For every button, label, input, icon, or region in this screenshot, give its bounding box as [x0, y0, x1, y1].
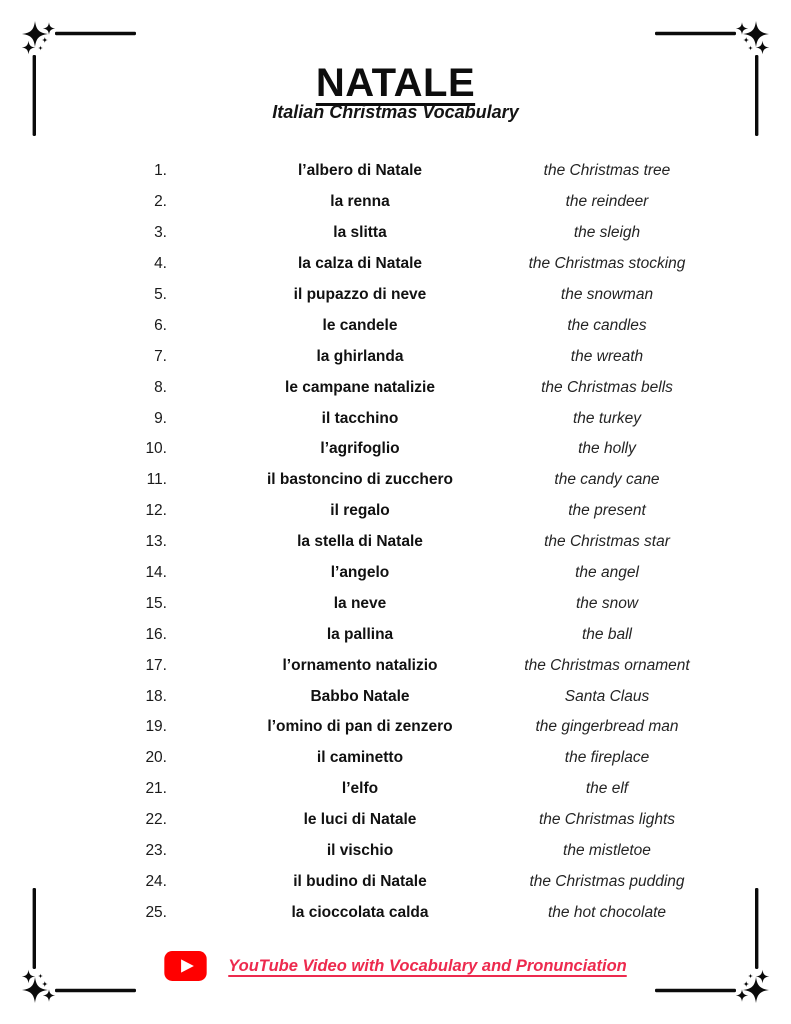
vocab-english-translation: the candles [567, 316, 647, 334]
vocab-english-translation: the turkey [572, 409, 642, 427]
vocab-italian-term: la slitta [333, 224, 387, 242]
vocab-italian-term: la ghirlanda [316, 347, 404, 365]
vocab-row [0, 341, 791, 372]
vocab-row [0, 650, 791, 681]
vocab-english-translation: the Christmas ornament [524, 656, 690, 674]
vocab-english-translation: the Christmas lights [538, 811, 676, 829]
vocab-english-translation: the holly [578, 440, 636, 458]
vocab-number: 21. [145, 780, 167, 798]
vocab-row [0, 588, 791, 619]
vocab-english-translation: the Christmas pudding [529, 872, 685, 890]
vocab-row [0, 897, 791, 928]
vocab-italian-term: la cioccolata calda [291, 903, 429, 921]
vocab-italian-term: il pupazzo di neve [293, 286, 427, 303]
vocab-italian-term: l’ornamento natalizio [282, 656, 438, 674]
vocab-number: 5. [154, 286, 167, 303]
vocab-english-translation: the candy cane [554, 471, 660, 489]
vocab-number: 18. [145, 687, 167, 705]
vocab-italian-term: la stella di Natale [297, 533, 423, 551]
vocab-italian-term: l’albero di Natale [297, 162, 423, 180]
vocab-italian-term: l’elfo [341, 780, 379, 798]
vocab-english-translation: the wreath [570, 347, 644, 365]
vocab-english-translation: the ball [582, 625, 632, 643]
vocab-number: 2. [154, 193, 167, 211]
vocab-number: 12. [145, 502, 167, 520]
vocab-italian-term: l’agrifoglio [320, 440, 400, 458]
vocab-row [0, 527, 791, 558]
vocab-row [0, 434, 791, 465]
vocab-italian-term: il caminetto [316, 749, 404, 767]
vocab-english-translation: the reindeer [565, 193, 649, 211]
footer [0, 951, 791, 981]
vocab-row [0, 619, 791, 650]
vocab-row [0, 712, 791, 743]
vocab-number: 6. [154, 316, 167, 334]
youtube-video-link[interactable]: YouTube Video with Vocabulary and Pronunciation [228, 956, 627, 975]
vocab-english-translation: the mistletoe [563, 842, 651, 860]
vocab-italian-term: il regalo [330, 502, 390, 520]
vocab-number: 24. [145, 872, 167, 890]
vocab-english-translation: the sleigh [573, 224, 641, 242]
vocab-english-translation: the Christmas stocking [528, 255, 686, 273]
vocab-italian-term: il vischio [326, 842, 394, 860]
vocab-number: 1. [154, 162, 167, 180]
vocab-english-translation: Santa Claus [564, 687, 650, 705]
vocab-row [0, 310, 791, 341]
vocab-row [0, 187, 791, 218]
vocab-english-translation: the snow [575, 594, 639, 612]
vocab-italian-term: Babbo Natale [310, 687, 410, 705]
vocab-row [0, 774, 791, 805]
vocab-row [0, 403, 791, 434]
vocab-english-translation: the present [568, 502, 646, 520]
vocab-english-translation: the fireplace [564, 749, 650, 767]
vocab-row [0, 866, 791, 897]
vocab-row [0, 218, 791, 249]
vocab-italian-term: la neve [333, 594, 387, 612]
vocab-italian-term: le luci di Natale [303, 811, 417, 829]
vocab-row [0, 558, 791, 589]
vocab-list [0, 156, 791, 928]
vocab-number: 17. [145, 656, 167, 674]
vocab-italian-term: le candele [322, 316, 398, 334]
vocab-number: 8. [154, 378, 167, 396]
vocab-english-translation: the Christmas bells [541, 378, 673, 396]
vocab-number: 19. [145, 718, 167, 736]
vocab-italian-term: la calza di Natale [297, 255, 423, 273]
vocab-english-translation: the angel [575, 564, 639, 582]
youtube-play-icon[interactable] [164, 951, 207, 981]
vocab-italian-term: l’angelo [330, 564, 390, 582]
vocab-italian-term: le campane natalizie [285, 378, 435, 396]
vocab-english-translation: the Christmas star [544, 533, 670, 551]
vocab-english-translation: the hot chocolate [547, 903, 667, 921]
vocab-english-translation: the snowman [560, 286, 654, 303]
vocab-number: 25. [145, 903, 167, 921]
page-title: NATALE [315, 60, 476, 105]
vocab-row [0, 280, 791, 311]
vocab-row [0, 805, 791, 836]
vocab-row [0, 249, 791, 280]
vocab-number: 16. [145, 625, 167, 643]
vocab-number: 9. [154, 409, 167, 427]
vocab-number: 22. [145, 811, 167, 829]
vocab-number: 13. [145, 533, 167, 551]
vocab-italian-term: la pallina [326, 625, 394, 643]
vocab-number: 23. [145, 842, 167, 860]
vocab-number: 20. [145, 749, 167, 767]
vocab-row [0, 372, 791, 403]
vocab-english-translation: the Christmas tree [543, 162, 671, 180]
vocab-italian-term: il bastoncino di zucchero [266, 471, 454, 489]
vocab-row [0, 465, 791, 496]
vocab-italian-term: il budino di Natale [293, 872, 427, 890]
vocab-number: 15. [145, 594, 167, 612]
vocab-number: 14. [145, 564, 167, 582]
vocab-row [0, 836, 791, 867]
vocab-number: 11. [146, 471, 167, 489]
vocab-row [0, 156, 791, 187]
vocab-english-translation: the gingerbread man [535, 718, 679, 736]
vocab-italian-term: l’omino di pan di zenzero [267, 718, 453, 736]
vocab-row [0, 743, 791, 774]
vocab-row [0, 496, 791, 527]
vocab-english-translation: the elf [585, 780, 629, 798]
page-subtitle: Italian Christmas Vocabulary [272, 102, 519, 122]
vocab-number: 3. [154, 224, 167, 242]
vocab-row [0, 681, 791, 712]
vocab-number: 4. [154, 255, 167, 273]
vocab-number: 7. [154, 347, 167, 365]
vocab-italian-term: il tacchino [321, 409, 399, 427]
vocab-number: 10. [145, 440, 167, 458]
vocab-italian-term: la renna [330, 193, 390, 211]
